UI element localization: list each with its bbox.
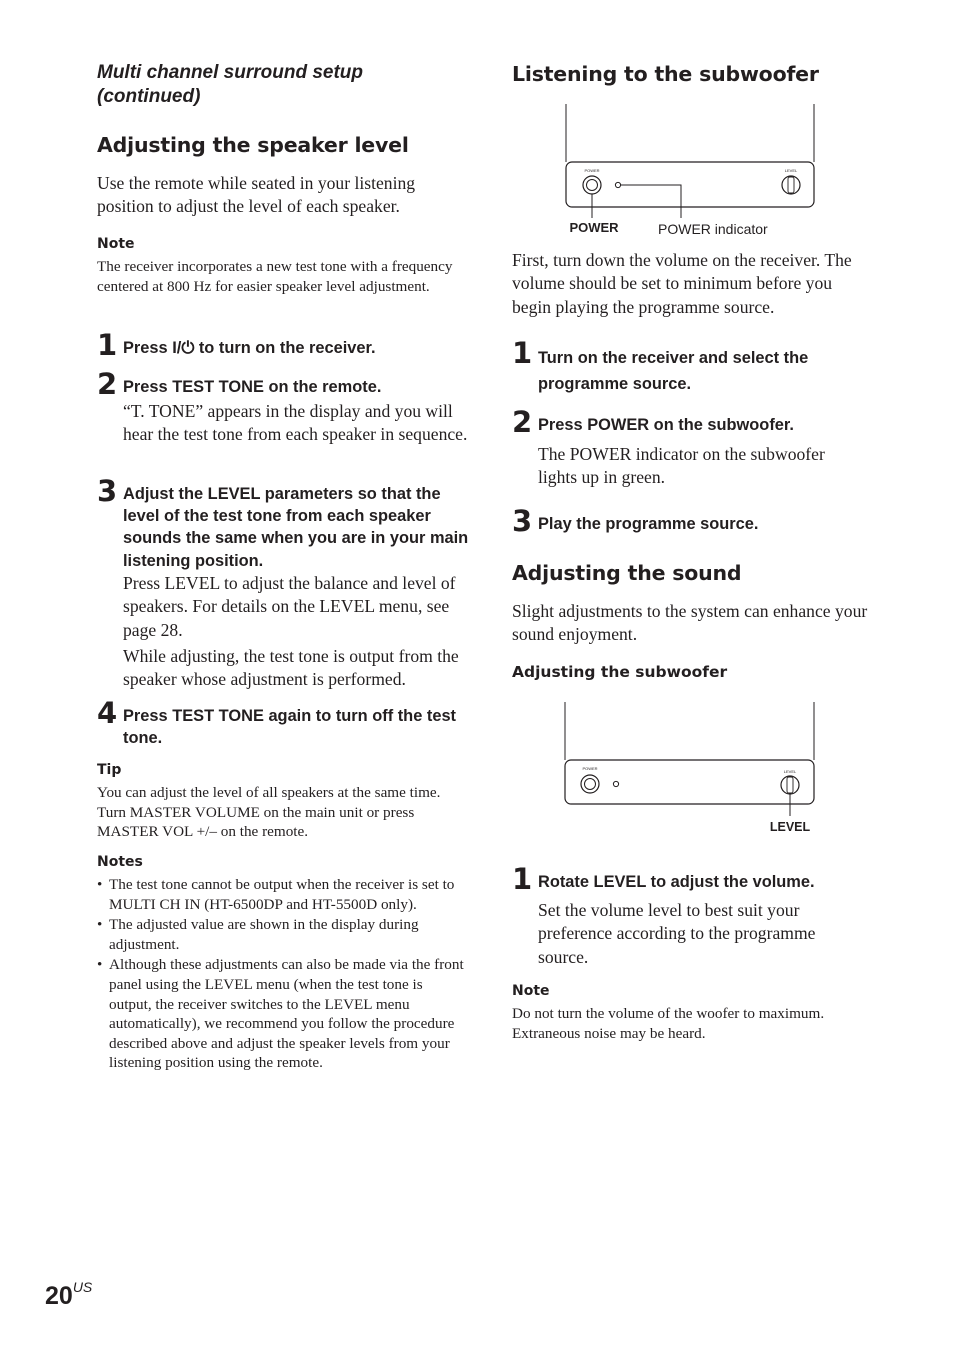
step-number: 1 <box>512 336 533 370</box>
section-continued-line2: (continued) <box>97 86 201 107</box>
level-knob-grip <box>788 177 794 193</box>
step-number: 1 <box>512 862 533 896</box>
note-text: The receiver incorporates a new test tone with a frequency centered at 800 Hz for easier speaker level adjustment. <box>97 258 453 295</box>
step-title: Press TEST TONE again to turn off the test tone. <box>123 707 457 748</box>
list-item <box>97 955 469 1073</box>
step-body: The POWER indicator on the subwoofer lights up in green. <box>538 444 825 488</box>
power-indicator-led <box>613 781 618 786</box>
page-number-value: 20 <box>45 1282 73 1310</box>
note-item-text: Although these adjustments can also be made via the front panel using the LEVEL menu (when the test tone is output, the receiver switches to the LEVEL menu automatically), we recommend you follow the procedure described above and adjust the speaker levels from your listening position using the remote. <box>109 956 464 1072</box>
power-indicator-callout-label: POWER indicator <box>658 221 768 237</box>
notes-list <box>97 875 469 1074</box>
level-callout-label: LEVEL <box>769 820 811 834</box>
step-body-1: Press LEVEL to adjust the balance and level of speakers. For details on the LEVEL menu, see page 28. <box>123 573 456 640</box>
note-item-text: The adjusted value are shown in the display during adjustment. <box>109 916 419 953</box>
heading-listening-subwoofer: Listening to the subwoofer <box>512 62 819 86</box>
step-title: Press TEST TONE on the remote. <box>123 378 382 396</box>
bullet-mark: • <box>97 956 103 974</box>
step-number: 2 <box>512 405 533 439</box>
step-title: Rotate LEVEL to adjust the volume. <box>538 873 815 891</box>
intro-paragraph: Use the remote while seated in your listening position to adjust the level of each speaker. <box>97 173 416 217</box>
panel-power-text: POWER <box>582 766 598 771</box>
step-body-2: While adjusting, the test tone is output from the speaker whose adjustment is performed. <box>123 646 459 690</box>
note-label: Note <box>512 983 550 999</box>
bullet-mark: • <box>97 876 103 893</box>
bullet-mark: • <box>97 916 103 934</box>
note-item-text: The test tone cannot be output when the receiver is set to MULTI CH IN (HT-6500DP and HT-5500D only). <box>109 876 455 913</box>
step-title: Press I/⏻ to turn on the receiver. <box>123 339 376 357</box>
power-button-inner <box>587 180 598 191</box>
subwoofer-power-illustration <box>512 100 868 240</box>
step-title: Turn on the receiver and select the programme source. <box>538 349 809 393</box>
subheading-adjusting-subwoofer: Adjusting the subwoofer <box>512 663 728 681</box>
power-button-inner <box>585 779 596 790</box>
note-text: Do not turn the volume of the woofer to maximum. Extraneous noise may be heard. <box>512 1005 825 1042</box>
note-label: Note <box>97 236 135 252</box>
panel-power-text: POWER <box>584 168 600 173</box>
step-number: 3 <box>97 474 118 508</box>
page-number <box>45 1272 92 1311</box>
step-title: Play the programme source. <box>538 515 759 533</box>
level-knob-grip <box>787 777 793 793</box>
control-panel <box>565 760 814 804</box>
control-panel <box>566 162 814 207</box>
power-callout-label: POWER <box>569 220 619 235</box>
page-number-suffix: US <box>72 1279 93 1295</box>
notes-label: Notes <box>97 854 143 870</box>
subwoofer-level-illustration <box>512 698 868 838</box>
list-item <box>97 875 469 914</box>
section-continued-line1: Multi channel surround setup <box>97 62 364 83</box>
step-body: “T. TONE” appears in the display and you will hear the test tone from each speaker in sequence. <box>123 401 468 445</box>
step-number: 4 <box>97 696 118 730</box>
intro-adjusting-sound: Slight adjustments to the system can enhance your sound enjoyment. <box>512 601 868 645</box>
intro-listening: First, turn down the volume on the receiver. The volume should be set to minimum before you begin playing the programme source. <box>512 250 852 317</box>
heading-adjusting-speaker-level: Adjusting the speaker level <box>97 133 409 157</box>
step-title: Adjust the LEVEL parameters so that the level of the test tone from each speaker sounds the same when you are in your main listening position. <box>123 485 469 570</box>
step-number: 3 <box>512 504 533 538</box>
tip-text: You can adjust the level of all speakers at the same time. Turn MASTER VOLUME on the main unit or press MASTER VOL +/– on the remote. <box>97 784 441 841</box>
panel-level-text: LEVEL <box>783 769 797 774</box>
list-item <box>97 915 469 954</box>
step-body: Set the volume level to best suit your preference according to the programme source. <box>538 900 816 967</box>
heading-adjusting-sound: Adjusting the sound <box>512 561 742 585</box>
tip-label: Tip <box>97 762 122 778</box>
step-title: Press POWER on the subwoofer. <box>538 416 794 434</box>
step-number: 2 <box>97 367 118 401</box>
power-indicator-led <box>615 182 620 187</box>
step-number: 1 <box>97 328 118 362</box>
panel-level-text: LEVEL <box>784 168 798 173</box>
